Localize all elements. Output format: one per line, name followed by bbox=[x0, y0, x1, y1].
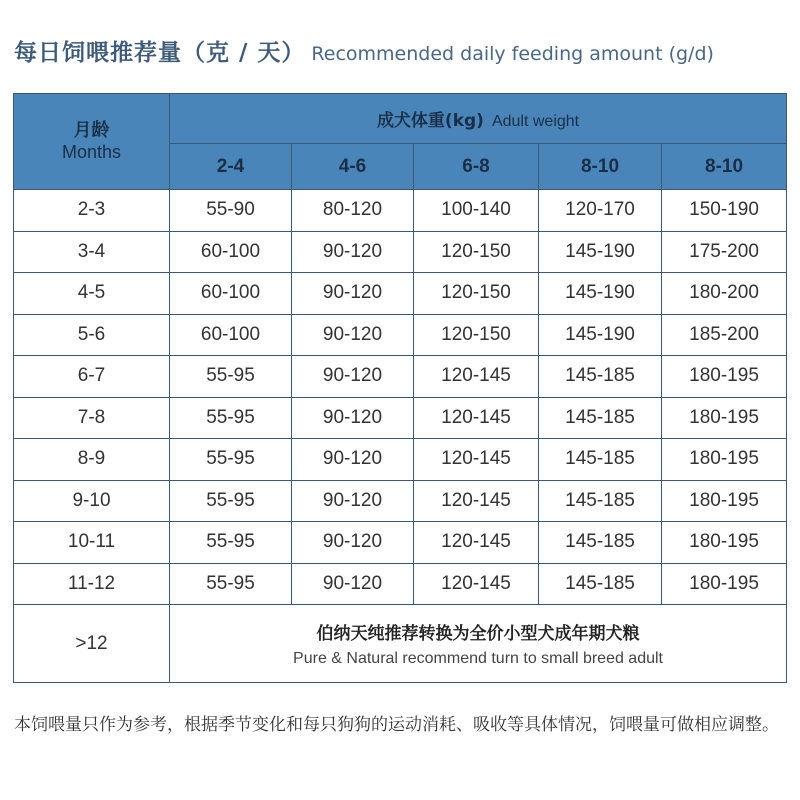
amount-cell: 120-145 bbox=[414, 439, 539, 481]
amount-cell: 120-150 bbox=[414, 273, 539, 315]
title-chinese: 每日饲喂推荐量（克 / 天） bbox=[14, 40, 306, 66]
amount-cell: 90-120 bbox=[292, 397, 414, 439]
month-cell: 5-6 bbox=[14, 314, 170, 356]
title-english: Recommended daily feeding amount (g/d) bbox=[311, 43, 714, 65]
amount-cell: 145-185 bbox=[539, 356, 662, 398]
amount-cell: 60-100 bbox=[170, 273, 292, 315]
amount-cell: 90-120 bbox=[292, 314, 414, 356]
amount-cell: 145-185 bbox=[539, 439, 662, 481]
amount-cell: 145-190 bbox=[539, 314, 662, 356]
table-row bbox=[14, 522, 787, 564]
amount-cell: 145-185 bbox=[539, 397, 662, 439]
amount-cell: 55-90 bbox=[170, 190, 292, 232]
weight-range-header: 2-4 bbox=[170, 144, 292, 190]
months-header-cn: 月龄 bbox=[73, 119, 110, 141]
amount-cell: 185-200 bbox=[662, 314, 787, 356]
amount-cell: 90-120 bbox=[292, 356, 414, 398]
amount-cell: 180-195 bbox=[662, 563, 787, 605]
amount-cell: 180-195 bbox=[662, 522, 787, 564]
month-cell: 8-9 bbox=[14, 439, 170, 481]
amount-cell: 180-200 bbox=[662, 273, 787, 315]
amount-cell: 55-95 bbox=[170, 563, 292, 605]
amount-cell: 175-200 bbox=[662, 231, 787, 273]
amount-cell: 90-120 bbox=[292, 231, 414, 273]
amount-cell: 90-120 bbox=[292, 522, 414, 564]
amount-cell: 90-120 bbox=[292, 273, 414, 315]
month-cell: 3-4 bbox=[14, 231, 170, 273]
amount-cell: 120-145 bbox=[414, 356, 539, 398]
amount-cell: 80-120 bbox=[292, 190, 414, 232]
amount-cell: 145-190 bbox=[539, 273, 662, 315]
amount-cell: 180-195 bbox=[662, 480, 787, 522]
table-row bbox=[14, 273, 787, 315]
amount-cell: 150-190 bbox=[662, 190, 787, 232]
amount-cell: 120-150 bbox=[414, 314, 539, 356]
table-row bbox=[14, 397, 787, 439]
amount-cell: 55-95 bbox=[170, 522, 292, 564]
page-title bbox=[14, 34, 714, 70]
amount-cell: 120-170 bbox=[539, 190, 662, 232]
amount-cell: 120-145 bbox=[414, 397, 539, 439]
weight-range-header: 8-10 bbox=[539, 144, 662, 190]
weight-range-header: 8-10 bbox=[662, 144, 787, 190]
table-row bbox=[14, 563, 787, 605]
footer-disclaimer: 本饲喂量只作为参考，根据季节变化和每只狗狗的运动消耗、吸收等具体情况，饲喂量可做相应调整。 bbox=[14, 715, 779, 735]
amount-cell: 90-120 bbox=[292, 563, 414, 605]
amount-cell: 100-140 bbox=[414, 190, 539, 232]
amount-cell: 145-185 bbox=[539, 563, 662, 605]
weight-range-header: 4-6 bbox=[292, 144, 414, 190]
weight-header-cn: 成犬体重(kg) bbox=[376, 110, 484, 131]
table-row bbox=[14, 231, 787, 273]
feeding-table bbox=[13, 93, 787, 683]
amount-cell: 120-145 bbox=[414, 563, 539, 605]
amount-cell: 55-95 bbox=[170, 356, 292, 398]
month-cell: 4-5 bbox=[14, 273, 170, 315]
month-cell: 7-8 bbox=[14, 397, 170, 439]
amount-cell: 60-100 bbox=[170, 314, 292, 356]
adult-row bbox=[14, 605, 787, 683]
note-chinese: 伯纳天纯推荐转换为全价小型犬成年期犬粮 bbox=[316, 624, 640, 644]
amount-cell: 55-95 bbox=[170, 480, 292, 522]
weight-range-header: 6-8 bbox=[414, 144, 539, 190]
months-header-en: Months bbox=[61, 141, 122, 162]
month-cell: >12 bbox=[14, 605, 170, 683]
amount-cell: 55-95 bbox=[170, 397, 292, 439]
amount-cell: 60-100 bbox=[170, 231, 292, 273]
amount-cell: 180-195 bbox=[662, 397, 787, 439]
month-cell: 10-11 bbox=[14, 522, 170, 564]
month-cell: 2-3 bbox=[14, 190, 170, 232]
amount-cell: 180-195 bbox=[662, 439, 787, 481]
weight-header bbox=[170, 94, 787, 144]
table-row bbox=[14, 190, 787, 232]
amount-cell: 145-185 bbox=[539, 480, 662, 522]
table-row bbox=[14, 480, 787, 522]
amount-cell: 120-145 bbox=[414, 480, 539, 522]
amount-cell: 120-150 bbox=[414, 231, 539, 273]
amount-cell: 145-185 bbox=[539, 522, 662, 564]
amount-cell: 145-190 bbox=[539, 231, 662, 273]
table-row bbox=[14, 356, 787, 398]
adult-recommendation-note bbox=[170, 605, 787, 683]
amount-cell: 120-145 bbox=[414, 522, 539, 564]
table-row bbox=[14, 314, 787, 356]
month-cell: 6-7 bbox=[14, 356, 170, 398]
amount-cell: 90-120 bbox=[292, 480, 414, 522]
weight-header-en: Adult weight bbox=[491, 112, 580, 130]
note-english: Pure & Natural recommend turn to small breed adult bbox=[293, 650, 663, 667]
amount-cell: 55-95 bbox=[170, 439, 292, 481]
amount-cell: 90-120 bbox=[292, 439, 414, 481]
table-row bbox=[14, 439, 787, 481]
months-header bbox=[14, 94, 170, 190]
amount-cell: 180-195 bbox=[662, 356, 787, 398]
month-cell: 9-10 bbox=[14, 480, 170, 522]
month-cell: 11-12 bbox=[14, 563, 170, 605]
